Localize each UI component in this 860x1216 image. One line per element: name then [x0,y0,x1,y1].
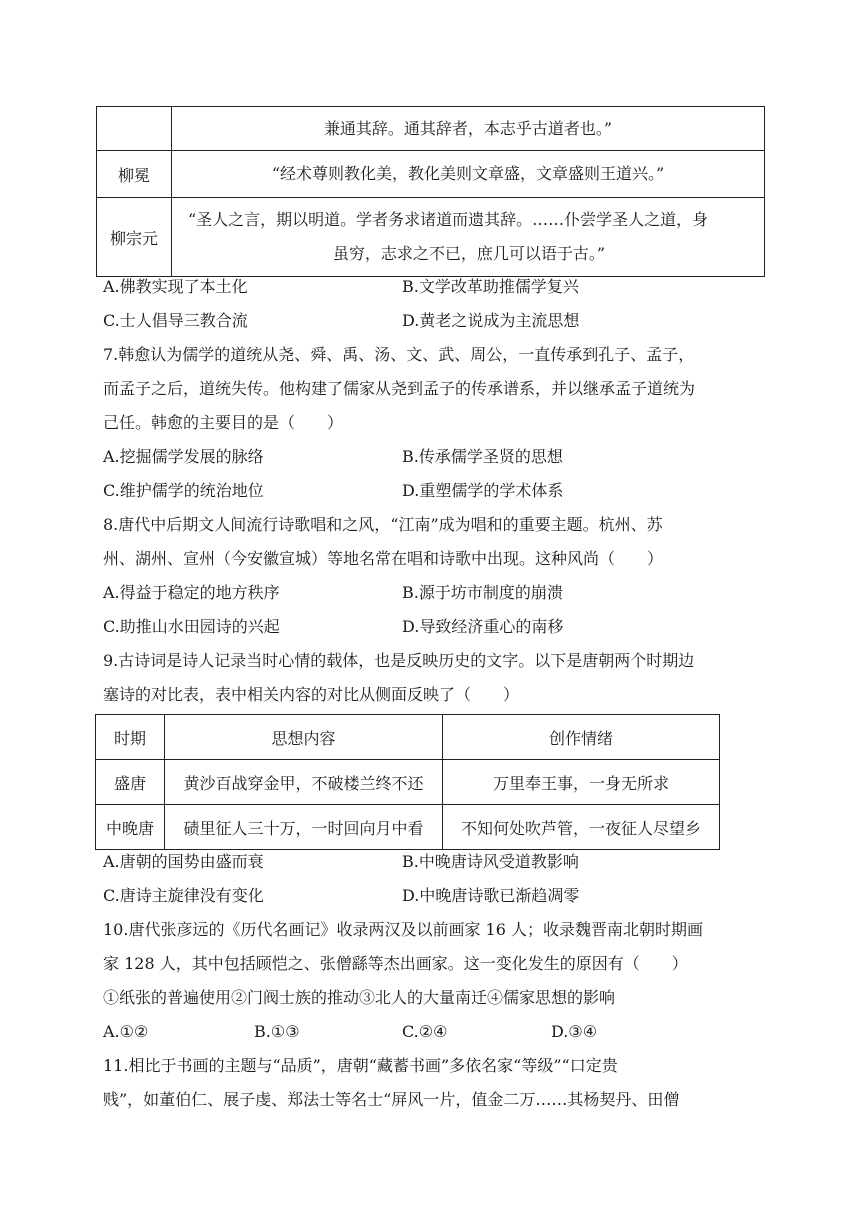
q7-option-b: B.传承儒学圣贤的思想 [402,447,563,466]
q6-option-a: A.佛教实现了本土化 [103,277,248,296]
quote-cell: 兼通其辞。通其辞者，本志乎古道者也。” [172,107,765,151]
q10-stem-line: 家 128 人，其中包括顾恺之、张僧繇等杰出画家。这一变化发生的原因有（ ） [103,954,688,973]
column-header: 思想内容 [165,715,443,760]
column-header: 创作情绪 [443,715,720,760]
q10-option-c: C.②④ [402,1022,448,1041]
emotion-cell: 万里奉王事，一身无所求 [443,760,720,805]
table-row [97,198,765,277]
quote-line: 虽穷，志求之不已，庶几可以语于古。” [332,244,606,263]
author-cell: 柳宗元 [97,198,172,277]
period-cell: 中晚唐 [96,805,165,850]
quotes-table [96,106,765,277]
q8-stem-line: 8.唐代中后期文人间流行诗歌唱和之风，“江南”成为唱和的重要主题。杭州、苏 [103,515,663,534]
q7-option-a: A.挖掘儒学发展的脉络 [103,447,264,466]
quote-cell [172,198,765,277]
emotion-cell: 不知何处吹芦管，一夜征人尽望乡 [443,805,720,850]
q11-stem-line: 贱”，如董伯仁、展子虔、郑法士等名士“屏风一片，值金二万……其杨契丹、田僧 [103,1090,680,1109]
q7-option-d: D.重塑儒学的学术体系 [402,481,564,500]
q7-option-c: C.维护儒学的统治地位 [103,481,264,500]
q8-option-b: B.源于坊市制度的崩溃 [402,583,563,602]
table-row [96,760,720,805]
q9-stem-line: 9.古诗词是诗人记录当时心情的载体，也是反映历史的文字。以下是唐朝两个时期边 [103,651,695,670]
q8-option-d: D.导致经济重心的南移 [402,617,564,636]
q8-option-a: A.得益于稳定的地方秩序 [103,583,280,602]
quote-cell: “经术尊则教化美，教化美则文章盛，文章盛则王道兴。” [172,151,765,198]
table-header-row [96,715,720,760]
q9-option-d: D.中晚唐诗歌已渐趋凋零 [402,886,580,905]
q8-stem-line: 州、湖州、宣州（今安徽宣城）等地名常在唱和诗歌中出现。这种风尚（ ） [103,549,664,568]
q10-option-b: B.①③ [254,1022,300,1041]
q8-option-c: C.助推山水田园诗的兴起 [103,617,280,636]
content-cell: 碛里征人三十万，一时回向月中看 [165,805,443,850]
table-row [96,805,720,850]
q6-option-d: D.黄老之说成为主流思想 [402,311,580,330]
q6-option-c: C.士人倡导三教合流 [103,311,248,330]
q9-option-c: C.唐诗主旋律没有变化 [103,886,264,905]
q10-stem-line: 10.唐代张彦远的《历代名画记》收录两汉及以前画家 16 人；收录魏晋南北朝时期画 [103,920,703,939]
table-row [97,151,765,198]
q10-option-d: D.③④ [551,1022,598,1041]
period-cell: 盛唐 [96,760,165,805]
author-cell [97,107,172,151]
q10-option-a: A.①② [103,1022,149,1041]
q9-stem-line: 塞诗的对比表，表中相关内容的对比从侧面反映了（ ） [103,685,520,704]
q7-stem-line: 7.韩愈认为儒学的道统从尧、舜、禹、汤、文、武、周公，一直传承到孔子、孟子， [103,345,695,364]
quote-line: “圣人之言，期以明道。学者务求诸道而遗其辞。……仆尝学圣人之道，身 [188,210,709,229]
q10-stem-line: ①纸张的普遍使用②门阀士族的推动③北人的大量南迁④儒家思想的影响 [103,988,616,1007]
q7-stem-line: 己任。韩愈的主要目的是（ ） [103,413,344,432]
q6-option-b: B.文学改革助推儒学复兴 [402,277,579,296]
q9-option-b: B.中晚唐诗风受道教影响 [402,852,579,871]
column-header: 时期 [96,715,165,760]
q11-stem-line: 11.相比于书画的主题与“品质”，唐朝“藏蓄书画”多依名家“等级”“口定贵 [103,1056,618,1075]
frontier-poetry-table [95,714,720,850]
content-cell: 黄沙百战穿金甲，不破楼兰终不还 [165,760,443,805]
table-row [97,107,765,151]
q7-stem-line: 而孟子之后，道统失传。他构建了儒家从尧到孟子的传承谱系，并以继承孟子道统为 [103,379,696,398]
q9-option-a: A.唐朝的国势由盛而衰 [103,852,264,871]
author-cell: 柳冕 [97,151,172,198]
